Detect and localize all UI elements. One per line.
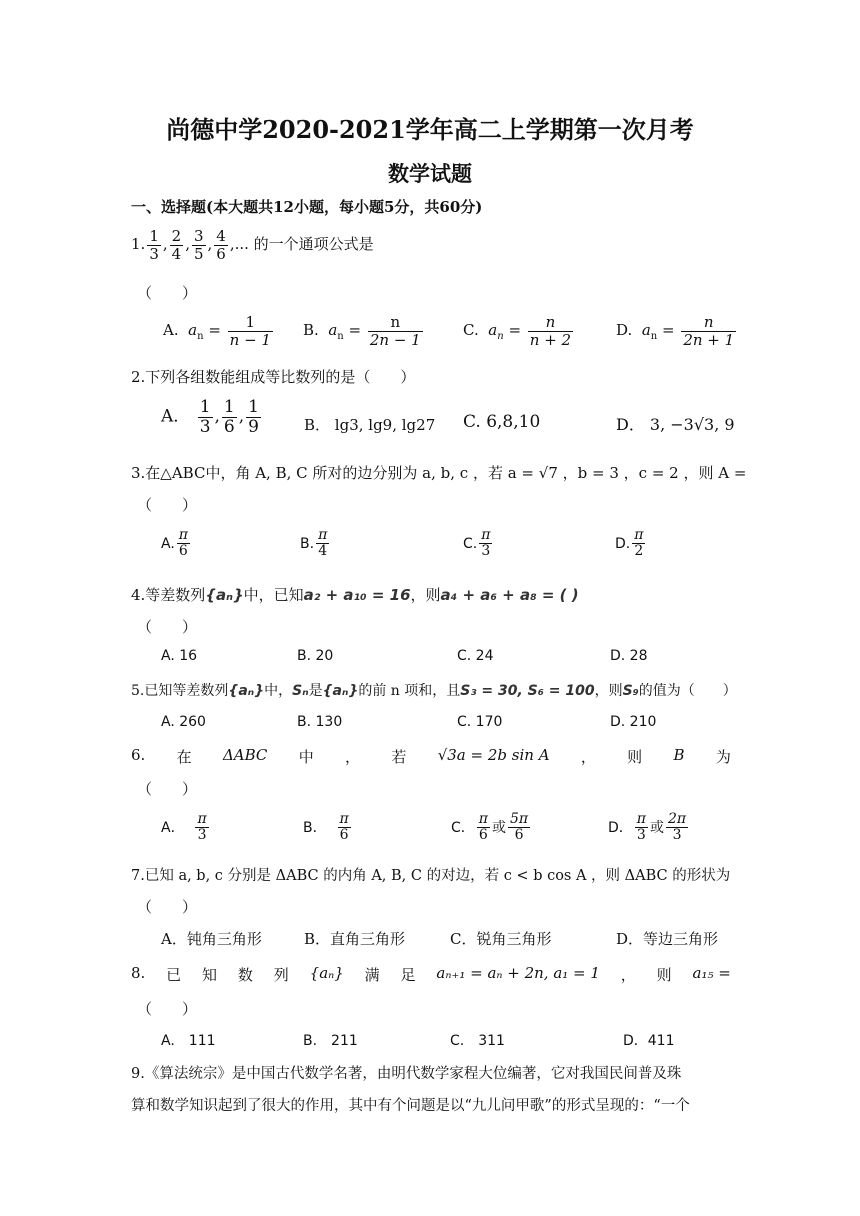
answer-paren: （ ） <box>137 1000 198 1018</box>
q8-option-a: A. 111 <box>161 1033 216 1049</box>
q1-option-b: B. $a_n$ = $\frac{n}{2n - 1}$ <box>303 313 421 349</box>
answer-paren: （ ） <box>137 618 198 636</box>
q5-option-a: A. 260 <box>161 714 206 730</box>
q6-option-a: A． $\frac{\pi}{3}$ <box>161 811 207 844</box>
answer-paren: （ ） <box>137 284 198 302</box>
question-8: 8. 已 知 数 列 {aₙ} 满 足 aₙ₊₁ = aₙ + 2n, a₁ = 1 ， 则 a₁₅ = <box>131 964 731 984</box>
q5-option-c: C. 170 <box>457 714 503 730</box>
q8-option-c: C. 311 <box>450 1033 505 1049</box>
question-7: 7.已知 a, b, c 分别是 ΔABC 的内角 A, B, C 的对边，若 c < b cos A ，则 ΔABC 的形状为 <box>131 868 731 884</box>
question-6: 6. 在 ΔABC 中 ， 若 √3a = 2b sin A ， 则 B 为 <box>131 746 731 766</box>
q6-option-b: B． $\frac{\pi}{6}$ <box>303 811 349 844</box>
q2-option-a: A． $\frac{1}{3}$ , $\frac{1}{6}$ , $\frac{1}{9}$ <box>161 397 259 437</box>
q3-option-b: B. $\frac{\pi}{4}$ <box>300 527 328 560</box>
q4-option-d: D. 28 <box>610 648 648 664</box>
question-9-line-2: 算和数学知识起到了很大的作用，其中有个问题是以“九儿问甲歌”的形式呈现的：“一个 <box>131 1098 690 1114</box>
q8-option-d: D．411 <box>623 1033 675 1049</box>
q7-option-b: B．直角三角形 <box>304 930 406 948</box>
q6-option-c: C． $\frac{\pi}{6}$ 或 $\frac{5\pi}{6}$ <box>451 811 529 844</box>
q8-option-b: B. 211 <box>303 1033 358 1049</box>
q5-option-b: B. 130 <box>297 714 343 730</box>
q7-option-d: D．等边三角形 <box>616 930 719 948</box>
q4-option-b: B. 20 <box>297 648 334 664</box>
answer-paren: （ ） <box>137 898 198 916</box>
q4-option-c: C. 24 <box>457 648 494 664</box>
question-3: 3.在△ABC中，角 A, B, C 所对的边分别为 a, b, c ，若 a = √7 ，b = 3 ，c = 2 ，则 A = <box>131 464 747 482</box>
q6-option-d: D． $\frac{\pi}{3}$ 或 $\frac{2\pi}{3}$ <box>608 811 687 844</box>
q7-option-c: C．锐角三角形 <box>450 930 552 948</box>
q2-option-b: B． lg3, lg9, lg27 <box>304 416 436 434</box>
q1-option-c: C. $a_n$ = $\frac{n}{n + 2}$ <box>463 313 572 349</box>
q2-option-c: C. 6,8,10 <box>463 412 541 432</box>
question-2: 2.下列各组数能组成等比数列的是（ ） <box>131 368 416 386</box>
question-5: 5.已知等差数列{aₙ}中，Sₙ是{aₙ}的前 n 项和，且S₃ = 30, S₆ = 100，则S₉的值为（ ） <box>131 683 737 699</box>
question-9-line-1: 9.《算法统宗》是中国古代数学名著，由明代数学家程大位编著，它对我国民间普及珠 <box>131 1066 682 1082</box>
q4-option-a: A. 16 <box>161 648 198 664</box>
q1-option-d: D. $a_n$ = $\frac{n}{2n + 1}$ <box>616 313 735 349</box>
q1-option-a: A. $a_n$ = $\frac{1}{n - 1}$ <box>163 313 271 349</box>
answer-paren: （ ） <box>137 780 198 798</box>
page-title: 尚德中学2020-2021学年高二上学期第一次月考 <box>166 115 694 144</box>
q3-option-c: C. $\frac{\pi}{3}$ <box>463 527 491 560</box>
section-heading: 一、选择题(本大题共12小题，每小题5分，共60分) <box>131 198 483 216</box>
question-4: 4.等差数列{aₙ}中，已知a₂ + a₁₀ = 16，则a₄ + a₆ + a₈ = ( ) <box>131 586 579 604</box>
question-1: 1. $\frac{1}{3}$ , $\frac{2}{4}$ , $\frac{3}{5}$ , $\frac{4}{6}$ ,... 的一个通项公式是 <box>131 227 374 263</box>
answer-paren: （ ） <box>137 496 198 514</box>
q7-option-a: A．钝角三角形 <box>161 930 262 948</box>
q3-option-d: D. $\frac{\pi}{2}$ <box>615 527 644 560</box>
q2-option-d: D． 3, −3√3, 9 <box>616 415 735 434</box>
q5-option-d: D. 210 <box>610 714 657 730</box>
q3-option-a: A. $\frac{\pi}{6}$ <box>161 527 188 560</box>
page-subtitle: 数学试题 <box>388 161 472 186</box>
